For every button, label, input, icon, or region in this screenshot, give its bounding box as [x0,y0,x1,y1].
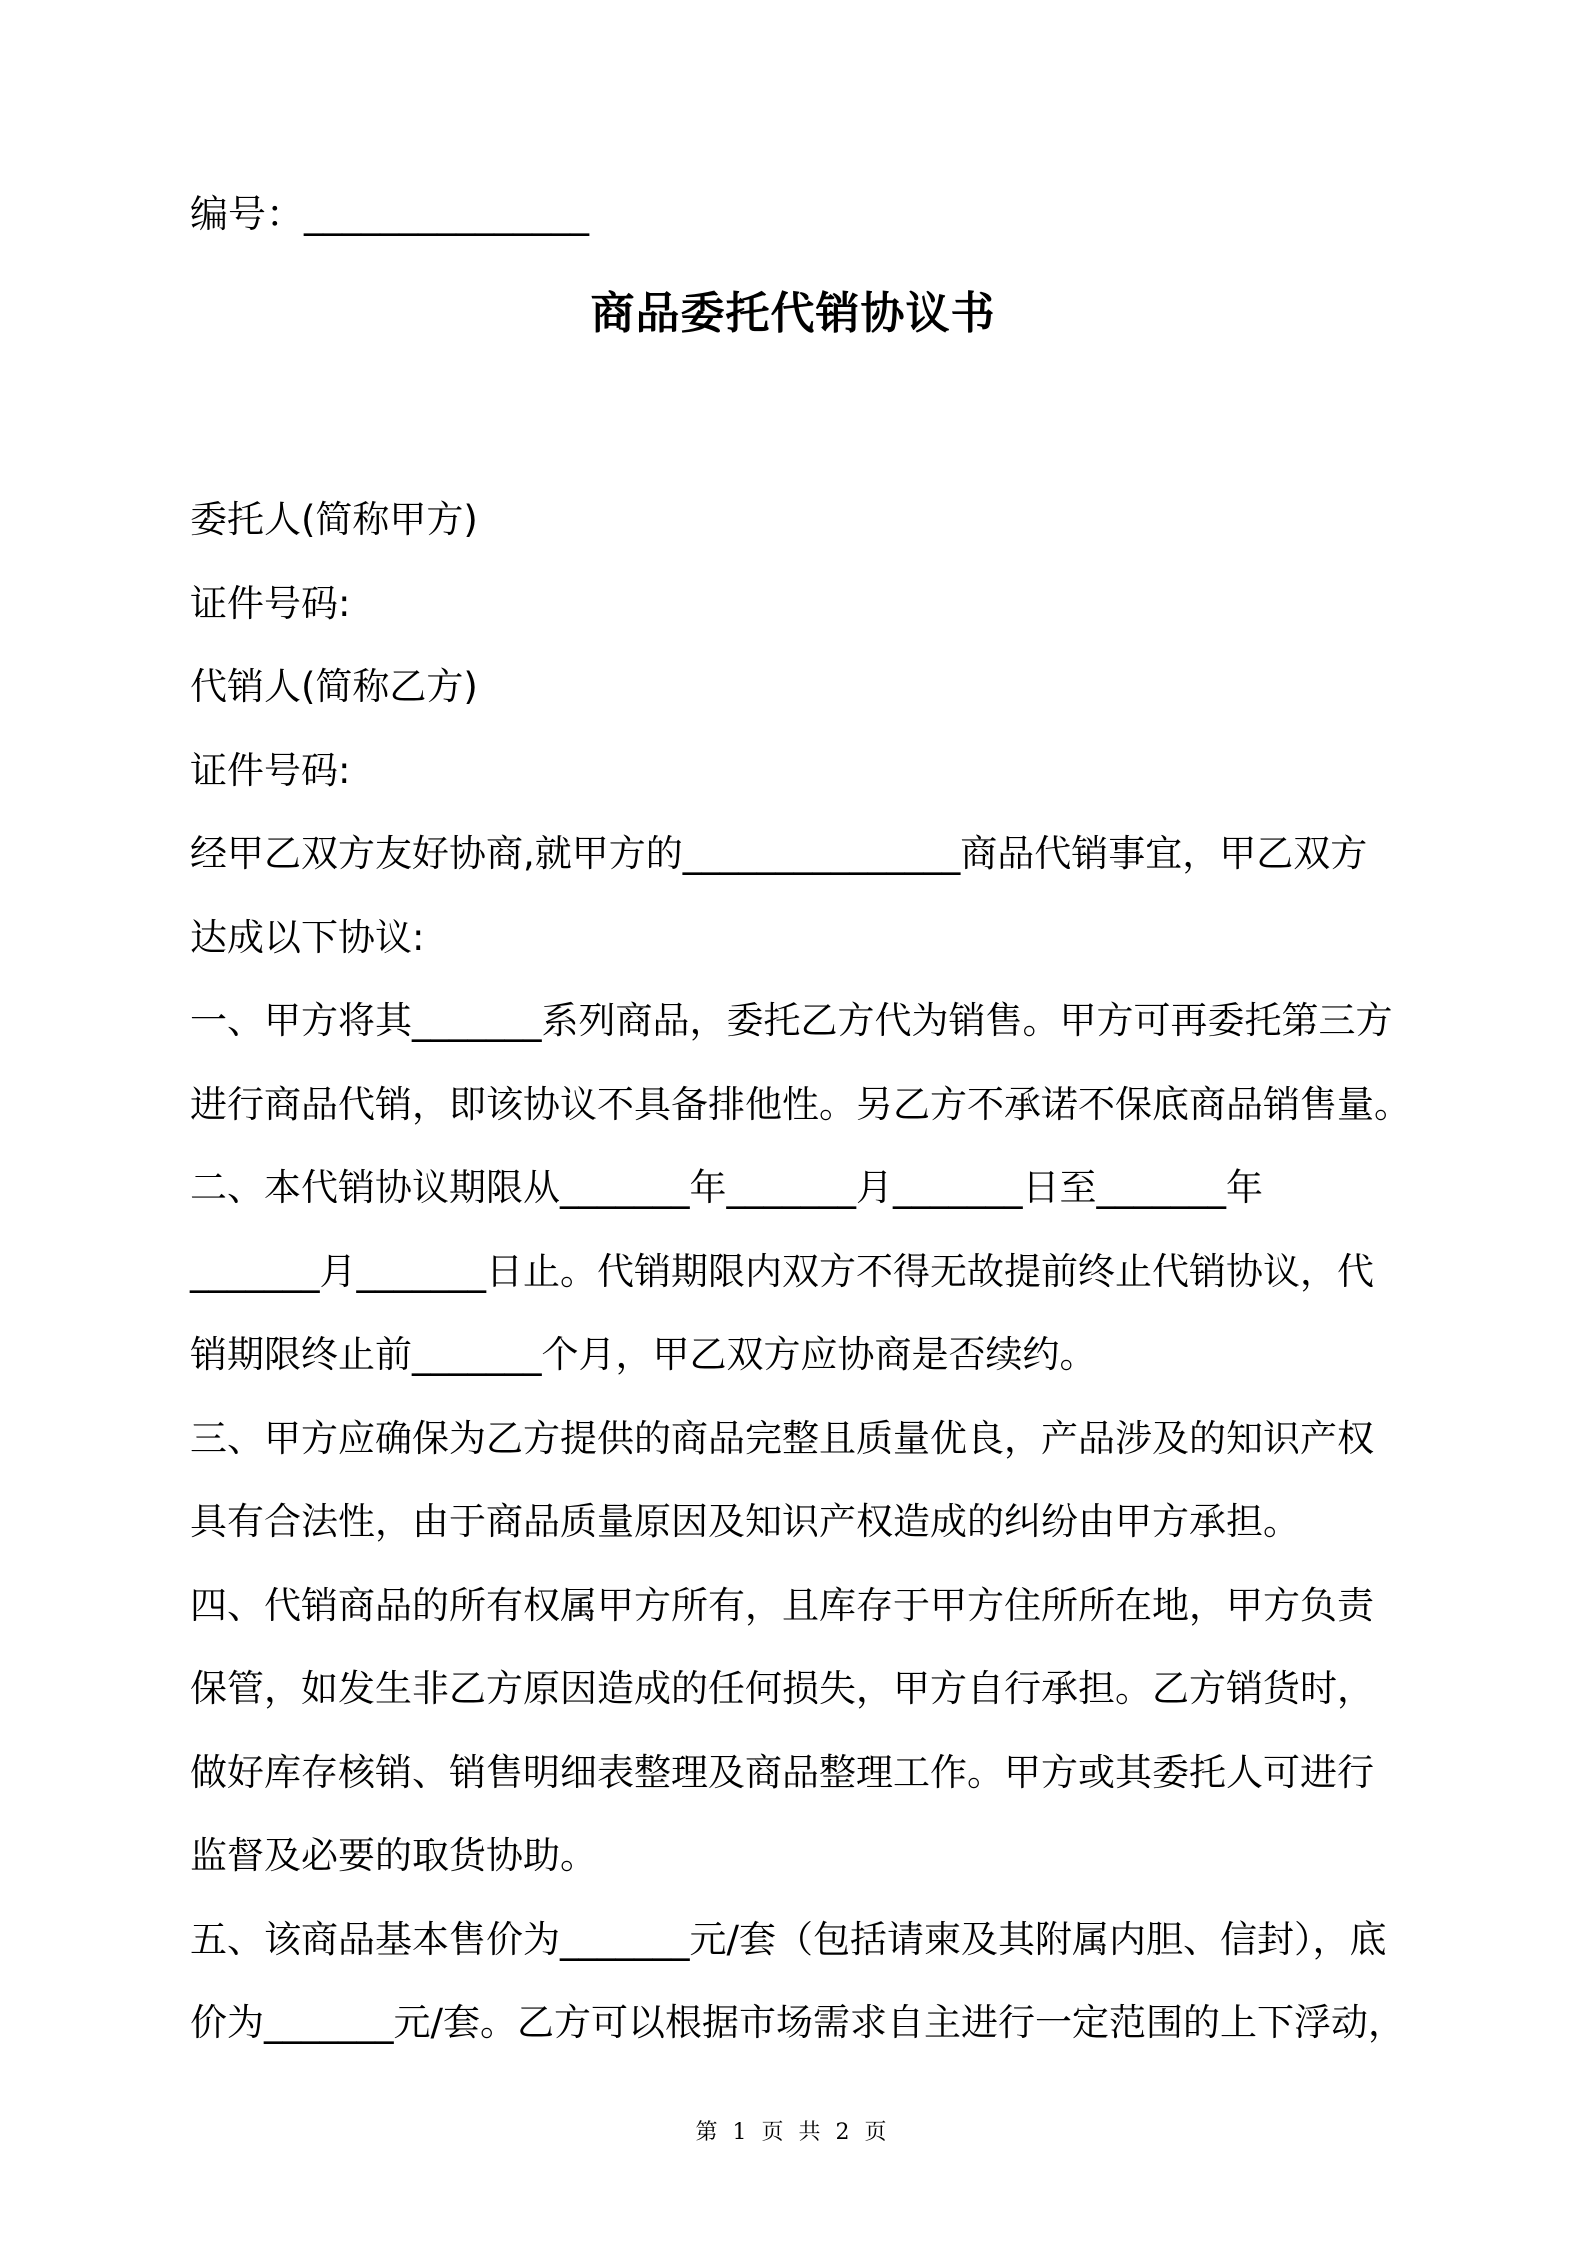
body-line: 一、甲方将其_______系列商品，委托乙方代为销售。甲方可再委托第三方 [190,999,1393,1042]
body-line: 三、甲方应确保为乙方提供的商品完整且质量优良，产品涉及的知识产权 [190,1416,1374,1460]
body-line: 进行商品代销，即该协议不具备排他性。另乙方不承诺不保底商品销售量。 [190,1082,1411,1126]
body-line: 四、代销商品的所有权属甲方所有，且库存于甲方住所所在地，甲方负责 [190,1583,1374,1627]
body-line: 代销人(简称乙方) [190,665,478,708]
body-line: 二、本代销协议期限从_______年_______月_______日至_______年 [190,1166,1263,1209]
body-line: 监督及必要的取货协助。 [190,1834,597,1877]
body-line: 保管，如发生非乙方原因造成的任何损失，甲方自行承担。乙方销货时， [190,1667,1374,1710]
body-line: 达成以下协议: [190,915,425,959]
body-line: 经甲乙双方友好协商,就甲方的_______________商品代销事宜，甲乙双方 [190,832,1368,875]
body-line: 证件号码: [190,748,351,792]
body-line: 五、该商品基本售价为_______元/套（包括请柬及其附属内胆、信封），底 [190,1917,1387,1961]
body-line: 具有合法性，由于商品质量原因及知识产权造成的纠纷由甲方承担。 [190,1500,1300,1543]
page-indicator: 第 1 页 共 2 页 [695,2120,891,2145]
body-line: _______月_______日止。代销期限内双方不得无故提前终止代销协议，代 [190,1249,1374,1293]
body-line: 价为_______元/套。乙方可以根据市场需求自主进行一定范围的上下浮动， [190,2001,1405,2044]
body-line: 销期限终止前_______个月，甲乙双方应协商是否续约。 [190,1333,1097,1376]
document-title: 商品委托代销协议书 [590,288,996,339]
body-line: 证件号码: [190,581,351,625]
document-number-line: 编号：_______________ [190,192,590,236]
body-line: 做好库存核销、销售明细表整理及商品整理工作。甲方或其委托人可进行 [190,1750,1374,1794]
document-body [190,478,1420,2065]
body-line: 委托人(简称甲方) [190,498,478,541]
